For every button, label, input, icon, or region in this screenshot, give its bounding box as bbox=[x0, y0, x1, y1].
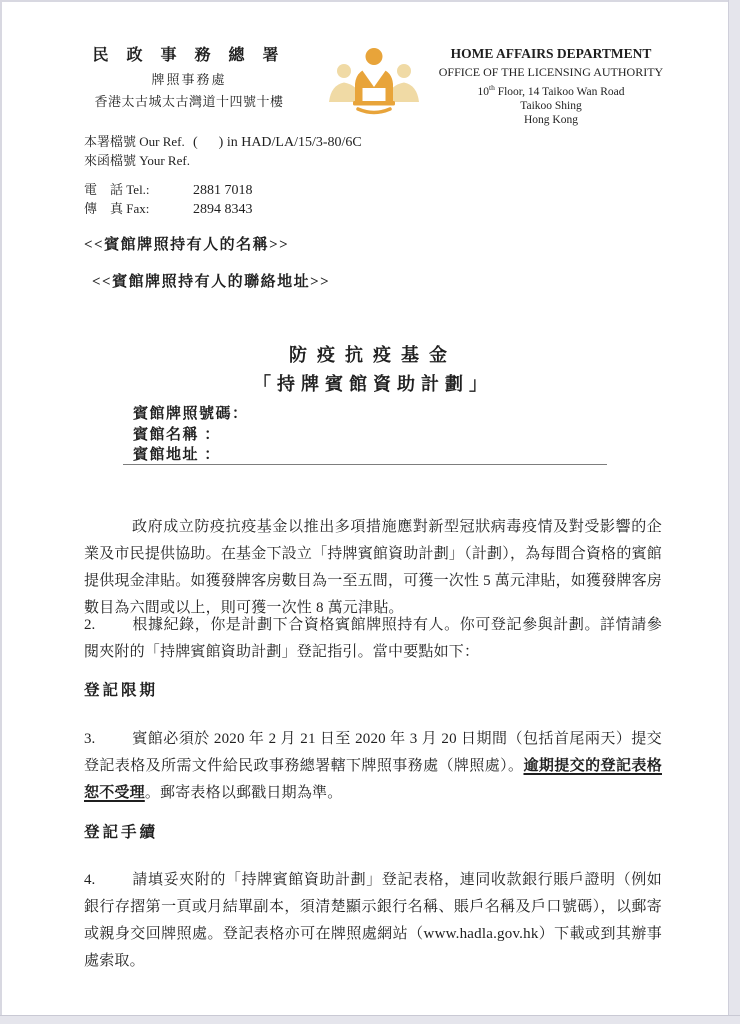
guesthouse-name-label: 賓館名稱 ： bbox=[133, 426, 221, 443]
addressee-name-placeholder: <<賓館牌照持有人的名稱>> bbox=[84, 237, 290, 253]
guesthouse-fields bbox=[133, 404, 249, 466]
licence-number-label: 賓館牌照號碼： bbox=[133, 406, 249, 422]
scan-edge-left bbox=[0, 0, 2, 1024]
your-ref-label: 來函檔號 Your Ref. bbox=[84, 153, 190, 168]
paragraph-2: 2. 根據紀錄，你是計劃下合資格賓館牌照持有人。你可登記參與計劃。詳情請參閱夾附的「持牌賓館資助計劃」登記指引。當中要點如下： bbox=[84, 612, 662, 666]
letterhead-chinese bbox=[82, 42, 296, 110]
letter-title-line2: 「持牌賓館資助計劃」 bbox=[253, 374, 493, 394]
our-ref-value: ( ) in HAD/LA/15/3-80/6C bbox=[193, 135, 362, 150]
letter-title bbox=[84, 341, 662, 396]
addressee-address-placeholder: <<賓館牌照持有人的聯絡地址>> bbox=[92, 274, 331, 290]
paragraph-4-number: 4. bbox=[84, 872, 96, 888]
fax-label: 傳 真 Fax: bbox=[84, 201, 150, 216]
department-name-zh: 民 政 事 務 總 署 bbox=[92, 47, 286, 64]
paragraph-3-number: 3. bbox=[84, 731, 96, 747]
office-address-en-line2: Taikoo Shing bbox=[520, 99, 582, 112]
late-submission-warning: 逾期提交的登記表格恕不受理 bbox=[84, 758, 662, 801]
fax-value: 2894 8343 bbox=[193, 202, 253, 217]
section-heading-registration-deadline: 登記限期 bbox=[84, 682, 159, 699]
paragraph-3: 3. 賓館必須於 2020 年 2 月 21 日至 2020 年 3 月 20 日期間（包括首尾兩天）提交登記表格及所需文件給民政事務總署轄下牌照事務處（牌照處）。逾期提交的登記表格恕不受理。郵寄表格以郵戳日期為準。 bbox=[84, 726, 662, 807]
office-name-zh: 牌照事務處 bbox=[151, 72, 227, 87]
our-ref-row bbox=[84, 133, 362, 152]
department-name-en: HOME AFFAIRS DEPARTMENT bbox=[450, 46, 652, 61]
fax-row bbox=[84, 200, 362, 219]
tel-value: 2881 7018 bbox=[193, 183, 253, 198]
office-address-zh: 香港太古城太古灣道十四號十樓 bbox=[94, 94, 284, 109]
scan-edge-top bbox=[0, 0, 740, 2]
office-name-en: OFFICE OF THE LICENSING AUTHORITY bbox=[438, 65, 664, 79]
guesthouse-address-label: 賓館地址 ： bbox=[133, 447, 221, 463]
office-address-en-line1: 10th Floor, 14 Taikoo Wan Road bbox=[477, 83, 625, 98]
section-heading-registration-procedure: 登記手續 bbox=[84, 824, 159, 841]
letter-title-line1: 防疫抗疫基金 bbox=[289, 345, 457, 365]
our-ref-label: 本署檔號 Our Ref. bbox=[84, 134, 185, 149]
reference-block bbox=[84, 133, 362, 219]
guesthouse-address-blank-line bbox=[123, 464, 607, 465]
scan-edge-right bbox=[728, 0, 740, 1024]
tel-row bbox=[84, 181, 362, 200]
home-affairs-department-logo-icon bbox=[328, 46, 420, 116]
paragraph-1: 政府成立防疫抗疫基金以推出多項措施應對新型冠狀病毒疫情及對受影響的企業及市民提供協助。在基金下設立「持牌賓館資助計劃」（計劃），為每間合資格的賓館提供現金津貼。如獲發牌客房數目為一至五間，可獲一次性 5 萬元津貼，如獲發牌客房數目為六間或以上，則可獲一次性 8 萬元津貼。 bbox=[84, 519, 663, 616]
tel-label: 電 話 Tel.: bbox=[84, 182, 150, 197]
your-ref-row bbox=[84, 152, 362, 170]
letterhead-english bbox=[436, 46, 666, 127]
ordinal-superscript: th bbox=[489, 83, 495, 92]
paragraph-2-number: 2. bbox=[84, 617, 96, 633]
scan-edge-bottom bbox=[0, 1015, 740, 1024]
office-address-en-line3: Hong Kong bbox=[524, 113, 578, 126]
paragraph-4: 4. 請填妥夾附的「持牌賓館資助計劃」登記表格，連同收款銀行賬戶證明（例如銀行存摺第一頁或月結單副本，須清楚顯示銀行名稱、賬戶名稱及戶口號碼），以郵寄或親身交回牌照處。登記表格亦可在牌照處網站（www.hadla.gov.hk）下載或到其辦事處索取。 bbox=[84, 867, 662, 975]
